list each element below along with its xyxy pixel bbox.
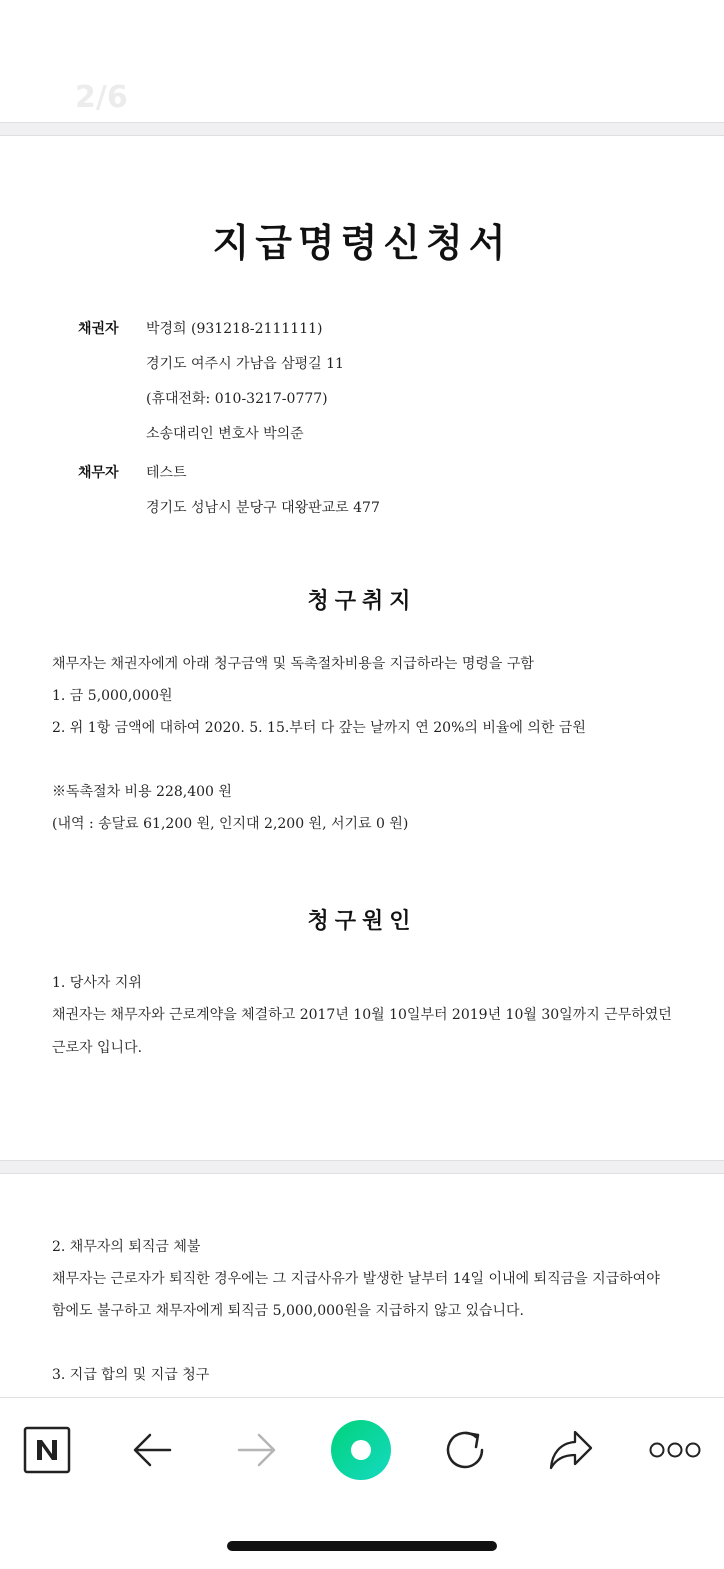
claim-purpose-heading: 청구취지 [307, 588, 417, 614]
claim-purpose-line: 채무자는 채권자에게 아래 청구금액 및 독촉절차비용을 지급하라는 명령을 구함 [52, 656, 534, 672]
back-button[interactable] [122, 1420, 182, 1480]
debtor-address: 경기도 성남시 분당구 대왕판교로 477 [146, 500, 380, 516]
green-dot-button[interactable] [331, 1420, 391, 1480]
document-page-2 [0, 136, 724, 1160]
viewer-top-area [0, 0, 724, 122]
page3-line: 채무자는 근로자가 퇴직한 경우에는 그 지급사유가 발생한 날부터 14일 이내에 퇴직금을 지급하여야 [52, 1271, 660, 1287]
refresh-button[interactable] [435, 1420, 495, 1480]
forward-button[interactable] [227, 1420, 287, 1480]
document-title: 지급명령신청서 [212, 220, 512, 265]
claim-cause-line: 근로자 입니다. [52, 1040, 143, 1056]
creditor-name: 박경희 (931218-2111111) [146, 321, 323, 337]
naver-n-icon [23, 1426, 71, 1474]
share-icon [547, 1426, 595, 1474]
claim-purpose-line: 2. 위 1항 금액에 대하여 2020. 5. 15.부터 다 갚는 날까지 연 20%의 비율에 의한 금원 [52, 720, 586, 736]
page3-line: 3. 지급 합의 및 지급 청구 [52, 1367, 210, 1383]
creditor-label: 채권자 [78, 321, 119, 337]
page3-line: 함에도 불구하고 채무자에게 퇴직금 5,000,000원을 지급하지 않고 있습니다. [52, 1303, 524, 1319]
debtor-label: 채무자 [78, 465, 119, 481]
debtor-name: 테스트 [146, 465, 187, 481]
claim-cause-line: 채권자는 채무자와 근로계약을 체결하고 2017년 10월 10일부터 2019년 10월 30일까지 근무하였던 [52, 1007, 672, 1023]
creditor-address: 경기도 여주시 가남읍 삼평길 11 [146, 356, 344, 372]
arrow-right-icon [235, 1428, 279, 1472]
page-indicator: 2/6 [75, 80, 128, 115]
claim-purpose-line: 1. 금 5,000,000원 [52, 688, 173, 704]
page-separator [0, 1160, 724, 1174]
creditor-attorney: 소송대리인 변호사 박의준 [146, 426, 304, 442]
more-icon [648, 1440, 702, 1460]
arrow-left-icon [130, 1428, 174, 1472]
refresh-icon [442, 1427, 488, 1473]
home-indicator[interactable] [227, 1541, 497, 1551]
more-button[interactable] [645, 1420, 705, 1480]
claim-purpose-line: ※독촉절차 비용 228,400 원 [52, 784, 232, 800]
document-page-3 [0, 1174, 724, 1397]
naver-home-button[interactable] [17, 1420, 77, 1480]
green-dot-icon [331, 1420, 391, 1480]
claim-cause-heading: 청구원인 [307, 908, 417, 934]
claim-cause-line: 1. 당사자 지위 [52, 975, 142, 991]
claim-purpose-line: (내역 : 송달료 61,200 원, 인지대 2,200 원, 서기료 0 원) [52, 816, 409, 832]
page-separator [0, 122, 724, 136]
creditor-phone: (휴대전화: 010-3217-0777) [146, 391, 328, 407]
page3-line: 2. 채무자의 퇴직금 체불 [52, 1239, 201, 1255]
share-button[interactable] [541, 1420, 601, 1480]
